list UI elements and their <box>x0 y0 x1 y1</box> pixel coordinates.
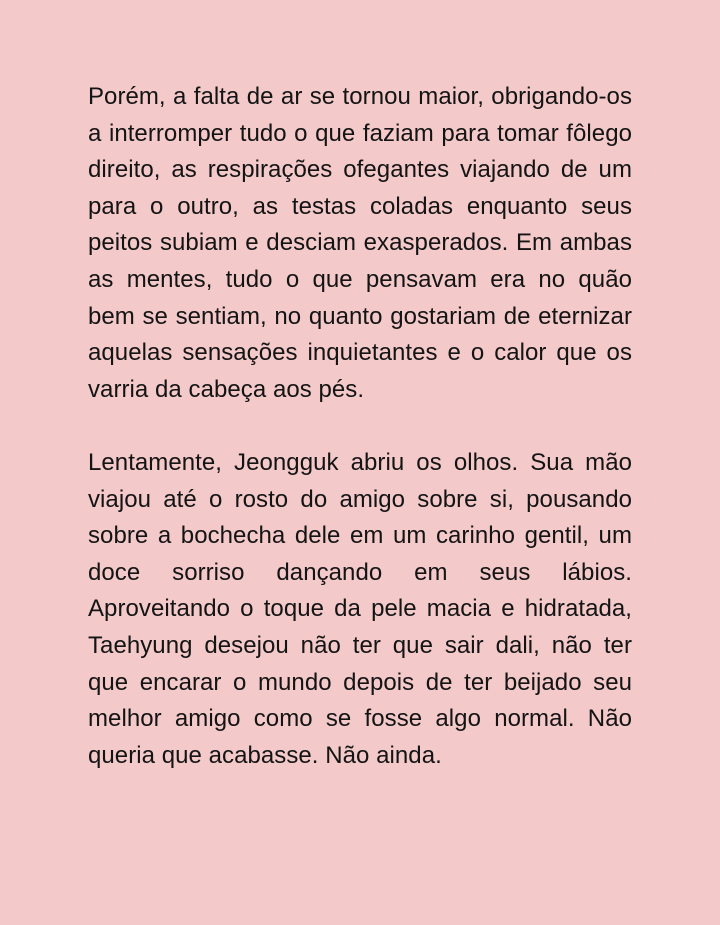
paragraph-2: Lentamente, Jeongguk abriu os olhos. Sua mão viajou até o rosto do amigo sobre si, pousando sobre a bochecha dele em um carinho gentil, um doce sorriso dançando em seus lábios. Aproveitando o toque da pele macia e hidratada, Taehyung desejou não ter que sair dali, não ter que encarar o mundo depois de ter beijado seu melhor amigo como se fosse algo normal. Não queria que acabasse. Não ainda. <box>88 448 632 769</box>
paragraph-1: Porém, a falta de ar se tornou maior, obrigando-os a interromper tudo o que faziam para tomar fôlego direito, as respirações ofegantes viajando de um para o outro, as testas coladas enquanto seus peitos subiam e desciam exasperados. Em ambas as mentes, tudo o que pensavam era no quão bem se sentiam, no quanto gostariam de eternizar aquelas sensações inquietantes e o calor que os varria da cabeça aos pés. <box>88 83 632 403</box>
document-body <box>88 79 632 774</box>
